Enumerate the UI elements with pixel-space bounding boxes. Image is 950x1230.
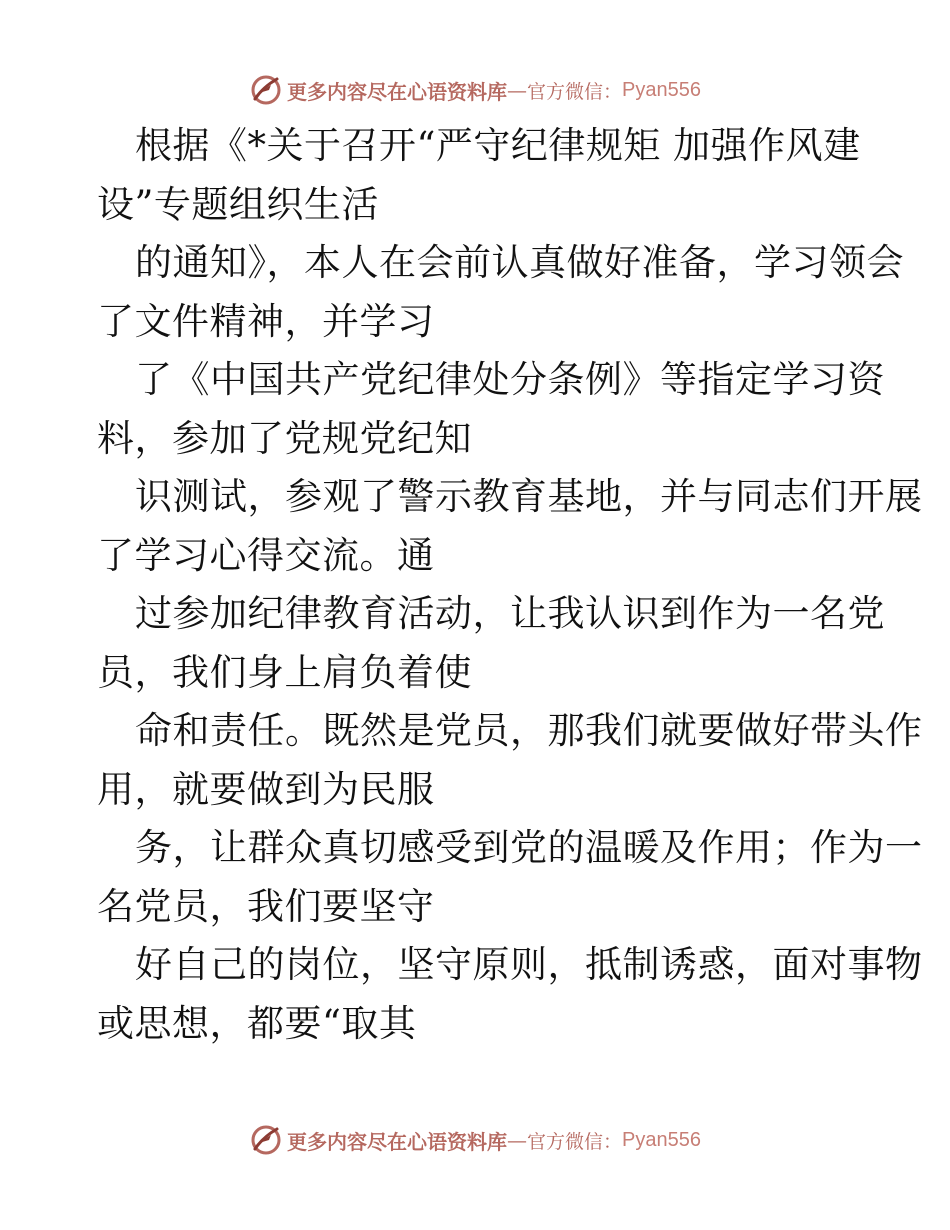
paragraph-line: 员，我们身上肩负着使 <box>97 650 472 694</box>
paragraph-line: 的通知》，本人在会前认真做好准备，学习领会 <box>135 241 904 284</box>
paragraph-line: 名党员，我们要坚守 <box>97 884 435 928</box>
pen-circle-logo-icon <box>249 1123 283 1157</box>
paragraph-line: 根据《*关于召开“严守纪律规矩 加强作风建 <box>135 124 861 167</box>
banner-wechat-id: Pyan556 <box>622 1128 701 1151</box>
paragraph-line: 了《中国共产党纪律处分条例》等指定学习资 <box>135 358 885 401</box>
paragraph-line: 或思想，都要“取其 <box>97 1001 417 1045</box>
footer-banner <box>0 1120 950 1160</box>
paragraph-line: 好自己的岗位，坚守原则，抵制诱惑，面对事物 <box>135 943 923 986</box>
paragraph-line: 料，参加了党规党纪知 <box>97 416 472 460</box>
banner-wechat-id: Pyan556 <box>622 78 701 101</box>
pen-circle-logo-icon <box>249 73 283 107</box>
paragraph-line: 识测试，参观了警示教育基地，并与同志们开展 <box>135 475 923 518</box>
banner-brand-text: 更多内容尽在心语资料库 <box>287 1129 507 1154</box>
paragraph-line: 务，让群众真切感受到党的温暖及作用；作为一 <box>135 826 923 869</box>
paragraph-line: 设”专题组织生活 <box>97 182 379 226</box>
paragraph-line: 用，就要做到为民服 <box>97 767 435 811</box>
paragraph-line: 了学习心得交流。通 <box>97 533 435 577</box>
document-body <box>97 117 923 1053</box>
paragraph-line: 了文件精神，并学习 <box>97 299 435 343</box>
banner-brand-text: 更多内容尽在心语资料库 <box>287 79 507 104</box>
paragraph-line: 过参加纪律教育活动，让我认识到作为一名党 <box>135 592 885 635</box>
banner-dash: — <box>507 1128 527 1152</box>
header-banner <box>0 70 950 110</box>
banner-official-label: 官方微信： <box>527 1130 623 1153</box>
banner-official-label: 官方微信： <box>527 80 623 103</box>
paragraph-line: 命和责任。既然是党员，那我们就要做好带头作 <box>135 709 923 752</box>
banner-dash: — <box>507 78 527 102</box>
